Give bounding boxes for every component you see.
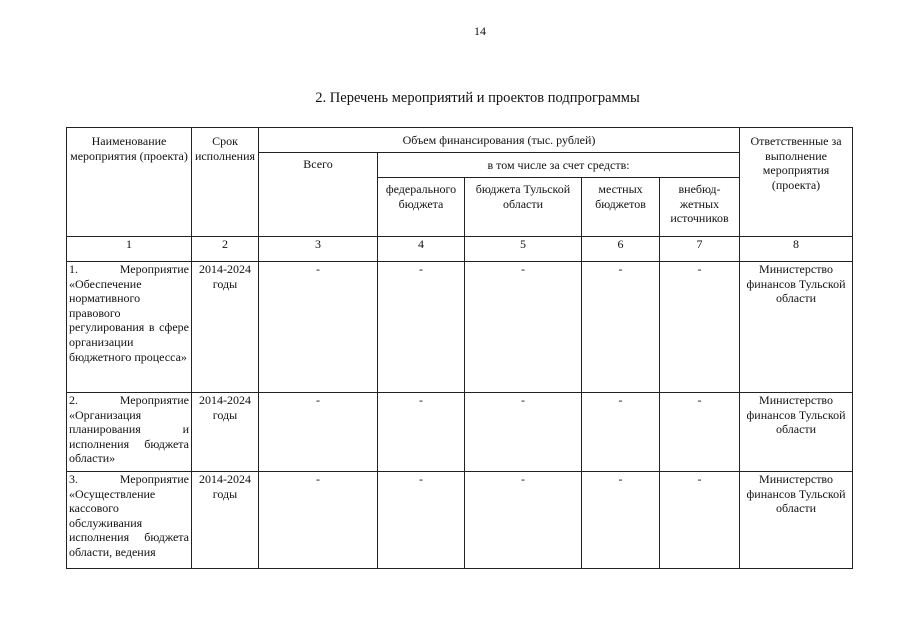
activity-name: 1. Мероприятие «Обеспечение нормативного правового регулирования в сфере организации бюджетного процесса» bbox=[67, 262, 192, 393]
value-local: - bbox=[582, 393, 660, 472]
column-number: 2 bbox=[192, 237, 259, 262]
value-extra: - bbox=[660, 262, 740, 393]
value-federal: - bbox=[378, 472, 465, 569]
header-regional: бюджета Тульской области bbox=[465, 178, 582, 237]
value-extra: - bbox=[660, 472, 740, 569]
column-number: 1 bbox=[67, 237, 192, 262]
header-term: Срок исполнения bbox=[192, 128, 259, 237]
header-responsible: Ответственные за выполнение мероприятия (проекта) bbox=[740, 128, 853, 237]
header-total: Всего bbox=[259, 153, 378, 237]
table-row bbox=[67, 262, 853, 393]
table-row bbox=[67, 472, 853, 569]
page-number: 14 bbox=[474, 24, 486, 38]
column-number: 7 bbox=[660, 237, 740, 262]
value-extra: - bbox=[660, 393, 740, 472]
activity-responsible: Министерство финансов Тульской области bbox=[740, 393, 853, 472]
value-local: - bbox=[582, 472, 660, 569]
value-total: - bbox=[259, 472, 378, 569]
column-number: 4 bbox=[378, 237, 465, 262]
value-regional: - bbox=[465, 472, 582, 569]
header-extra: внебюд-жетных источников bbox=[660, 178, 740, 237]
value-total: - bbox=[259, 262, 378, 393]
header-local: местных бюджетов bbox=[582, 178, 660, 237]
value-total: - bbox=[259, 393, 378, 472]
activity-term: 2014-2024 годы bbox=[192, 472, 259, 569]
section-title: 2. Перечень мероприятий и проектов подпрограммы bbox=[315, 90, 640, 106]
activities-table bbox=[66, 127, 853, 569]
activity-name: 2. Мероприятие «Организация планирования и исполнения бюджета области» bbox=[67, 393, 192, 472]
column-number: 3 bbox=[259, 237, 378, 262]
value-regional: - bbox=[465, 262, 582, 393]
header-name: Наименование мероприятия (проекта) bbox=[67, 128, 192, 237]
column-number: 6 bbox=[582, 237, 660, 262]
table-row bbox=[67, 393, 853, 472]
header-row-1 bbox=[67, 128, 853, 153]
header-including: в том числе за счет средств: bbox=[378, 153, 740, 178]
column-number-row bbox=[67, 237, 853, 262]
header-financing: Объем финансирования (тыс. рублей) bbox=[259, 128, 740, 153]
activity-responsible: Министерство финансов Тульской области bbox=[740, 472, 853, 569]
value-federal: - bbox=[378, 262, 465, 393]
activity-term: 2014-2024 годы bbox=[192, 393, 259, 472]
column-number: 8 bbox=[740, 237, 853, 262]
value-regional: - bbox=[465, 393, 582, 472]
activity-term: 2014-2024 годы bbox=[192, 262, 259, 393]
value-federal: - bbox=[378, 393, 465, 472]
value-local: - bbox=[582, 262, 660, 393]
column-number: 5 bbox=[465, 237, 582, 262]
activity-responsible: Министерство финансов Тульской области bbox=[740, 262, 853, 393]
header-federal: федерального бюджета bbox=[378, 178, 465, 237]
activity-name: 3. Мероприятие «Осуществление кассового обслуживания исполнения бюджета области, ведения bbox=[67, 472, 192, 569]
